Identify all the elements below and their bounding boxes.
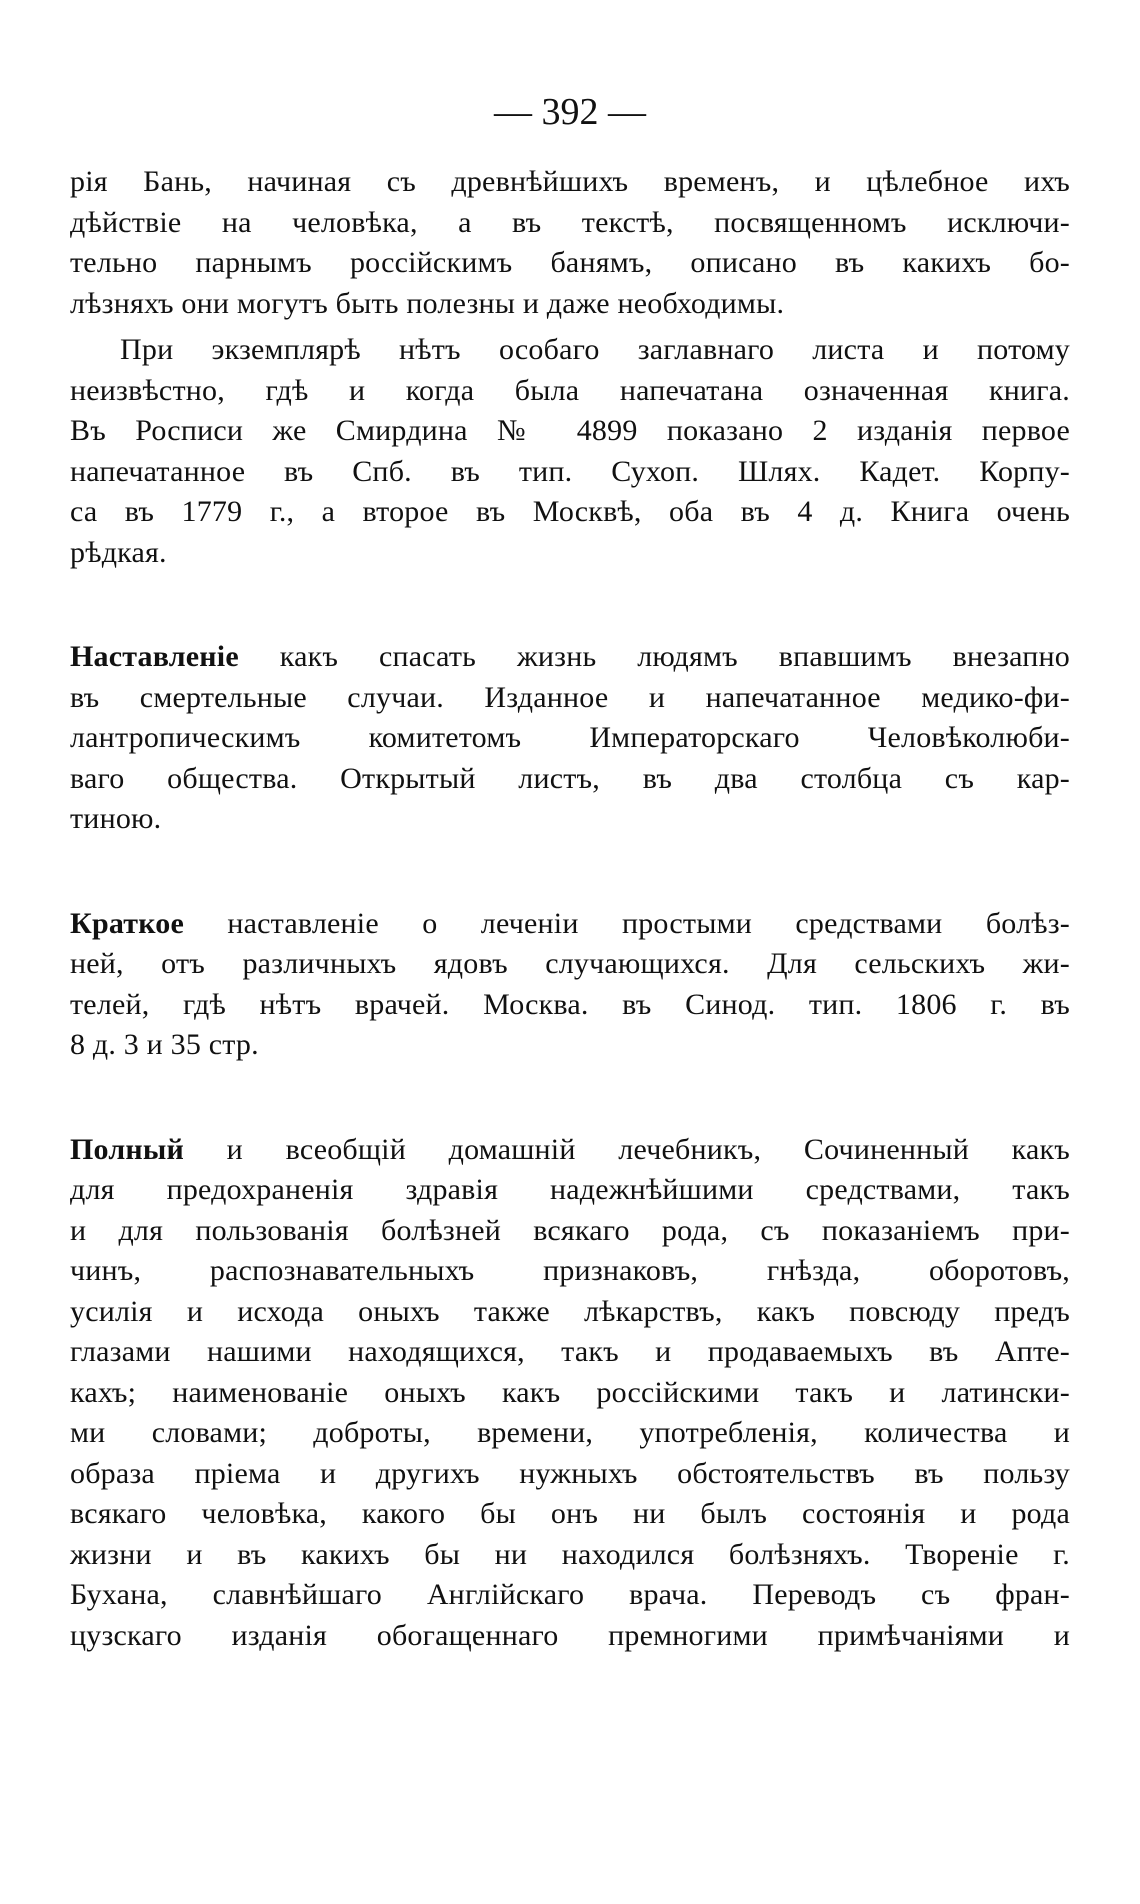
text-line: тиною. bbox=[70, 802, 162, 835]
text-line: При экземплярѣ нѣтъ особаго заглавнаго листа и потому bbox=[120, 333, 1070, 366]
entry-nastavlenie bbox=[70, 637, 1070, 840]
text-line: чинъ, распознавательныхъ признаковъ, гнѣзда, оборотовъ, bbox=[70, 1254, 1070, 1287]
entry-gap bbox=[70, 840, 1070, 904]
text-line: Бухана, славнѣйшаго Англійскаго врача. Переводъ съ фран- bbox=[70, 1578, 1070, 1611]
text-line: са въ 1779 г., а второе въ Москвѣ, оба въ 4 д. Книга очень bbox=[70, 495, 1070, 528]
text-line: всякаго человѣка, какого бы онъ ни былъ состоянія и рода bbox=[70, 1497, 1070, 1530]
entry-kratkoe bbox=[70, 904, 1070, 1066]
entry-line-rest: какъ спасать жизнь людямъ впавшимъ внезапно bbox=[238, 640, 1070, 673]
entry-note bbox=[70, 330, 1070, 573]
text-line: и для пользованія болѣзней всякаго рода, съ показаніемъ при- bbox=[70, 1213, 1070, 1247]
text-line: лѣзняхъ они могутъ быть полезны и даже необходимы. bbox=[70, 286, 785, 320]
text-line: жизни и въ какихъ бы ни находился болѣзняхъ. Твореніе г. bbox=[70, 1537, 1070, 1571]
text-line: Въ Росписи же Смирдина № 4899 показано 2 изданія первое bbox=[70, 414, 1070, 447]
entry-gap bbox=[70, 1066, 1070, 1130]
text-line: 8 д. 3 и 35 стр. bbox=[70, 1028, 259, 1061]
text-line bbox=[70, 1130, 1070, 1171]
entry-lead-word: Краткое bbox=[70, 906, 185, 940]
text-line: ней, отъ различныхъ ядовъ случающихся. Для сельскихъ жи- bbox=[70, 947, 1070, 980]
text-line: кахъ; наименованіе оныхъ какъ россійскими такъ и латински- bbox=[70, 1375, 1070, 1409]
entry-line-rest: наставленіе о леченіи простыми средствами болѣз- bbox=[184, 906, 1070, 940]
text-line: ми словами; доброты, времени, употребленія, количества и bbox=[70, 1416, 1070, 1449]
text-line bbox=[70, 637, 1070, 678]
text-line: усилія и исхода оныхъ также лѣкарствъ, какъ повсюду предъ bbox=[70, 1294, 1070, 1328]
text-line: рѣдкая. bbox=[70, 535, 167, 569]
text-line: лантропическимъ комитетомъ Императорскаго Человѣколюби- bbox=[70, 721, 1070, 754]
page-number: — 392 — bbox=[494, 91, 646, 133]
text-line: образа пріема и другихъ нужныхъ обстоятельствъ въ пользу bbox=[70, 1456, 1070, 1490]
text-line: телей, гдѣ нѣтъ врачей. Москва. въ Синод. тип. 1806 г. въ bbox=[70, 987, 1070, 1021]
text-line: рія Бань, начиная съ древнѣйшихъ временъ, и цѣлебное ихъ bbox=[70, 165, 1070, 198]
text-line bbox=[70, 904, 1070, 945]
entry-line-rest: и всеобщій домашній лечебникъ, Сочиненный какъ bbox=[183, 1132, 1070, 1166]
entry-lead-word: Полный bbox=[70, 1132, 184, 1166]
text-line: тельно парнымъ россійскимъ банямъ, описано въ какихъ бо- bbox=[70, 246, 1070, 279]
text-line: цузскаго изданія обогащеннаго премногими примѣчаніями и bbox=[70, 1618, 1070, 1652]
entry-lead-word: Наставленіе bbox=[70, 640, 239, 673]
text-line: для предохраненія здравія надежнѣйшими средствами, такъ bbox=[70, 1173, 1070, 1206]
text-line: ваго общества. Открытый листъ, въ два столбца съ кар- bbox=[70, 761, 1070, 795]
entry-gap bbox=[70, 573, 1070, 637]
text-line: въ смертельные случаи. Изданное и напечатанное медико-фи- bbox=[70, 680, 1070, 714]
text-line: глазами нашими находящихся, такъ и продаваемыхъ въ Апте- bbox=[70, 1335, 1070, 1368]
entry-continuation bbox=[70, 162, 1070, 324]
text-line: неизвѣстно, гдѣ и когда была напечатана означенная книга. bbox=[70, 373, 1070, 407]
text-line: напечатанное въ Спб. въ тип. Сухоп. Шлях. Кадет. Корпу- bbox=[70, 454, 1070, 488]
text-line: дѣйствіе на человѣка, а въ текстѣ, посвященномъ исключи- bbox=[70, 205, 1070, 239]
entry-polnyi bbox=[70, 1130, 1070, 1657]
